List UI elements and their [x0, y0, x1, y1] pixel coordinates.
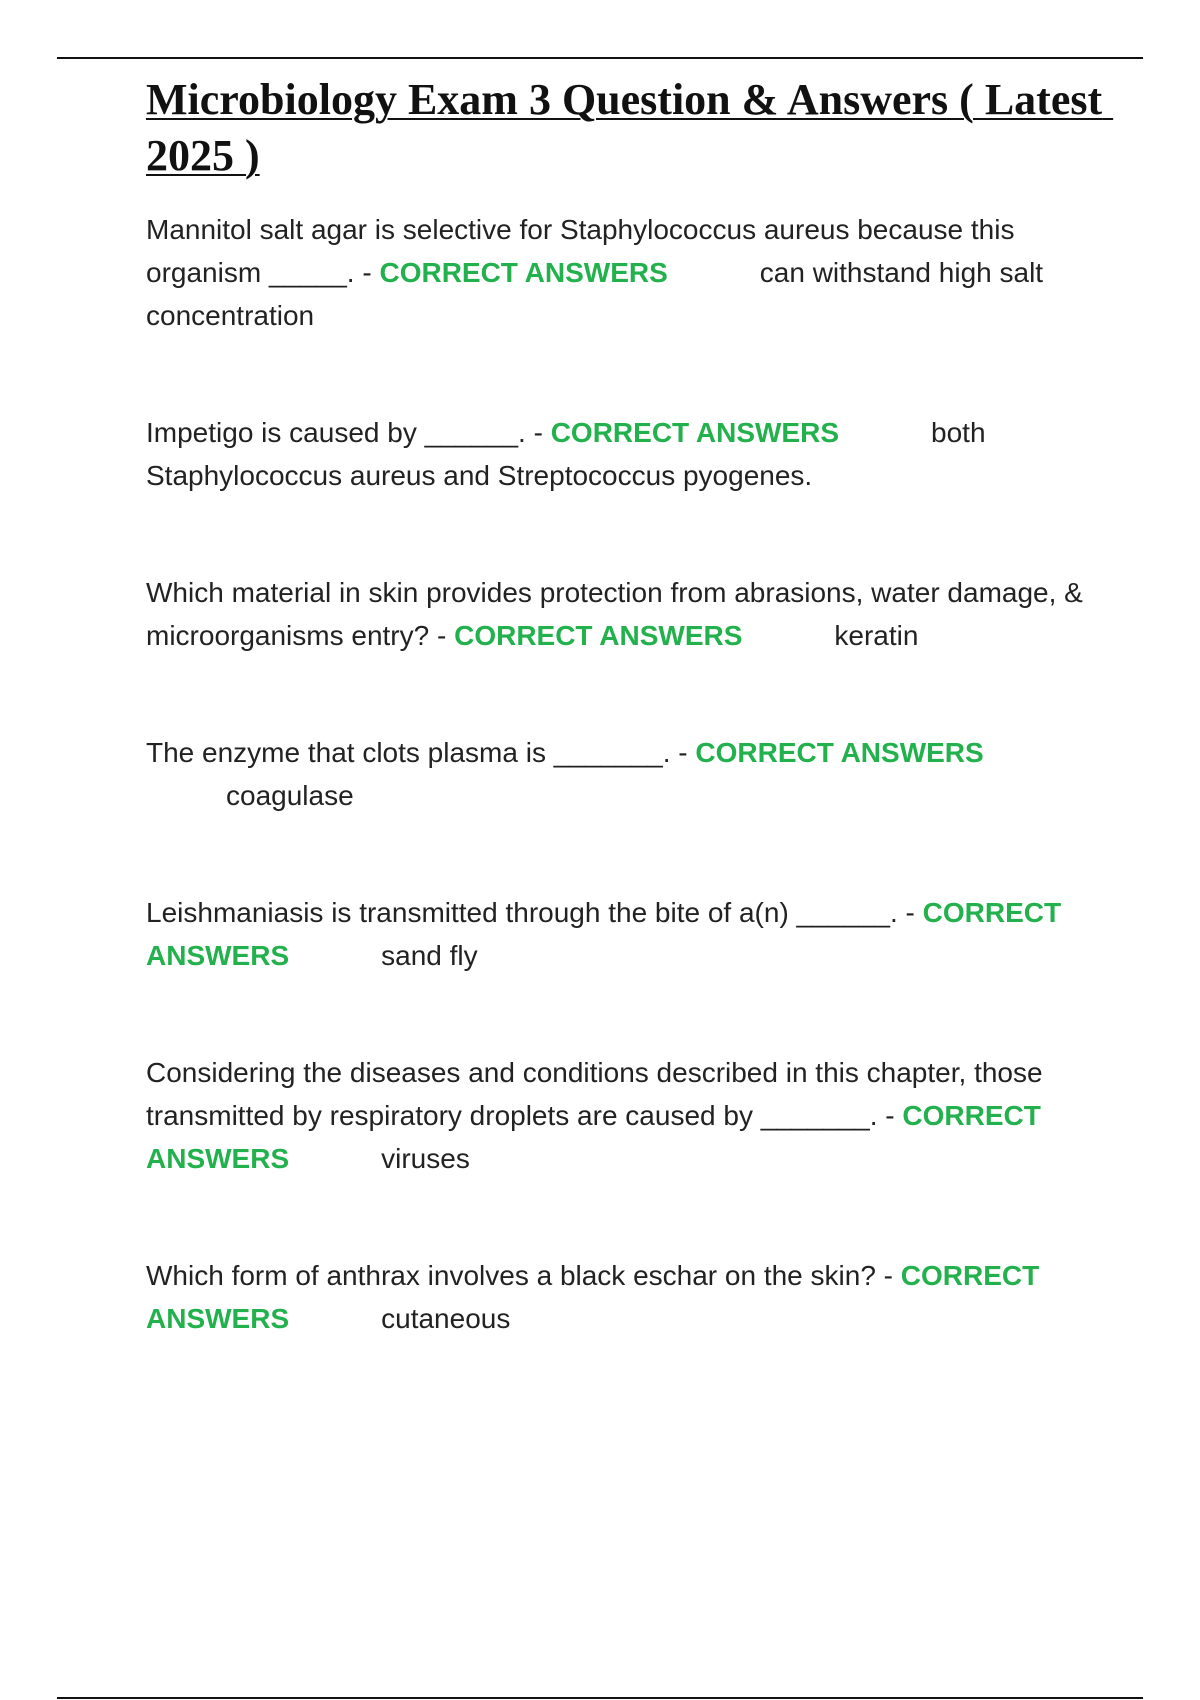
answer-label: CORRECT ANSWERS	[550, 417, 840, 448]
answer-text: keratin	[834, 620, 919, 651]
document-title: Microbiology Exam 3 Question & Answers ( Latest 2025 )	[146, 75, 1114, 180]
answer-label: CORRECT ANSWERS	[695, 737, 984, 768]
qa-item	[146, 731, 1106, 817]
question-text: Mannitol salt agar is selective for Staphylococcus aureus because this organism _____. -	[146, 214, 1015, 288]
answer-text: both Staphylococcus aureus and Streptococcus pyogenes.	[146, 417, 986, 491]
top-rule	[57, 57, 1143, 59]
question-text: Which form of anthrax involves a black eschar on the skin? -	[146, 1260, 894, 1291]
answer-label: CORRECT ANSWERS	[454, 620, 743, 651]
question-text: Considering the diseases and conditions described in this chapter, those transmitted by respiratory droplets are caused by _______. -	[146, 1057, 1043, 1131]
qa-item	[146, 1051, 1106, 1180]
qa-item	[146, 411, 1106, 497]
answer-text: coagulase	[226, 780, 354, 811]
question-text: Which material in skin provides protection from abrasions, water damage, & microorganisms entry? -	[146, 577, 1083, 651]
qa-item	[146, 208, 1106, 337]
qa-item	[146, 891, 1106, 977]
answer-label: CORRECT ANSWERS	[146, 1260, 1040, 1334]
answer-text: sand fly	[381, 940, 478, 971]
answer-text: can withstand high salt concentration	[146, 257, 1044, 331]
qa-item	[146, 1254, 1106, 1340]
answer-label: CORRECT ANSWERS	[146, 1100, 1041, 1174]
question-text: Leishmaniasis is transmitted through the bite of a(n) ______. -	[146, 897, 915, 928]
question-text: Impetigo is caused by ______. -	[146, 417, 543, 448]
bottom-rule	[57, 1697, 1143, 1699]
answer-text: cutaneous	[381, 1303, 511, 1334]
answer-label: CORRECT ANSWERS	[146, 897, 1062, 971]
question-text: The enzyme that clots plasma is _______. -	[146, 737, 688, 768]
document-body	[146, 72, 1114, 1414]
qa-item	[146, 571, 1106, 657]
answer-label: CORRECT ANSWERS	[379, 257, 668, 288]
answer-text: viruses	[381, 1143, 470, 1174]
